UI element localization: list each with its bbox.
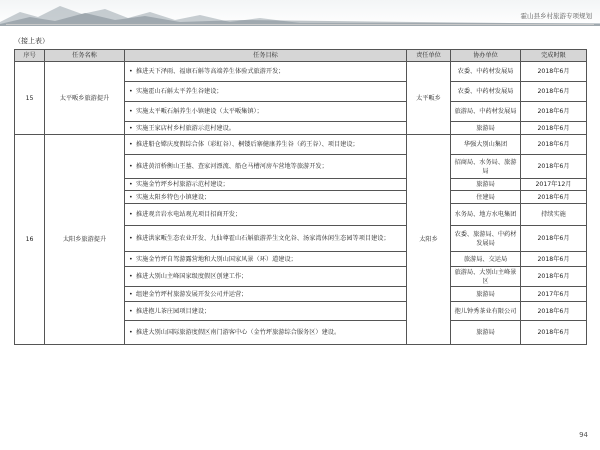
bullet-icon: • [129,108,133,115]
assisting-unit: 招商局、水务局、旅游局 [451,155,521,179]
deadline: 2017年12月 [521,179,587,191]
task-goal [125,102,407,122]
continued-label: （接上表） [14,37,49,45]
deadline: 2018年6月 [521,122,587,135]
task-goal [125,226,407,252]
task-goal [125,122,407,135]
deadline: 2018年6月 [521,267,587,287]
task-goal [125,287,407,302]
task-goal-text: 推进抱儿茶庄园项目建设； [136,307,211,315]
task-goal-text: 推进观音岩水电站观光项目招商开发； [136,211,242,218]
task-goal [125,204,407,226]
task-goal-text: 实施太平畈石斛养生小镇建设（太平畈集镇）； [136,108,263,115]
deadline: 2018年6月 [521,226,587,252]
deadline: 2018年6月 [521,155,587,179]
task-goal-text: 实施太阳乡特色小镇建设； [136,193,211,201]
page-number: 94 [579,431,588,439]
task-goal [125,321,407,345]
task-goal-text: 实施王家店村乡村旅游示范村建设。 [136,124,235,132]
bullet-icon: • [129,163,133,170]
assisting-unit: 旅游局、大别山主峰景区 [451,267,521,287]
bullet-icon: • [129,124,133,132]
column-header: 序号 [15,50,45,62]
task-goal-text: 实施霍山石斛太平养生谷建设； [136,88,223,95]
task-goal-text: 实施金竹坪自驾游露营地和大别山国家风景（环）道建设； [136,255,297,263]
task-goal-text: 推进船仓嫦庆度假综合体（彩虹谷）、桐镂后寨健康养生谷（药王谷）、项目建设； [136,141,359,148]
responsible-unit: 太平畈乡 [407,62,451,135]
task-goal-text: 组建金竹坪村旅游发展开发公司并运营； [136,290,248,298]
table-row [15,135,587,155]
bullet-icon: • [129,211,133,218]
task-number: 15 [15,62,45,135]
task-goal [125,155,407,179]
task-goal-text: 推进大别山主峰国家级度假区创建工作； [136,273,248,280]
deadline: 2018年6月 [521,102,587,122]
bullet-icon: • [129,88,133,95]
bullet-icon: • [129,329,133,336]
deadline: 2018年6月 [521,302,587,321]
bullet-icon: • [129,181,133,188]
task-goal [125,191,407,204]
deadline: 2018年6月 [521,321,587,345]
column-header: 任务名称 [45,50,125,62]
bullet-icon: • [129,273,133,280]
deadline: 2018年6月 [521,135,587,155]
header-title: 霍山县乡村旅游专项规划 [520,12,592,20]
bullet-icon: • [129,68,133,75]
column-header: 协办单位 [451,50,521,62]
task-name: 太阳乡旅游提升 [45,135,125,345]
deadline: 2017年6月 [521,287,587,302]
header-banner [0,0,600,26]
task-goal-text: 推进天下泽雨、福康石斛等高端养生体验式旅游开发； [136,68,285,75]
bullet-icon: • [129,141,133,148]
assisting-unit: 农委、旅游局、中药材发展局 [451,226,521,252]
task-goal-text: 推进大别山国际旅游度假区南门游客中心（金竹坪旅游综合服务区）建设。 [136,329,341,336]
task-name: 太平畈乡旅游提升 [45,62,125,135]
task-goal [125,267,407,287]
assisting-unit: 农委、中药材发展局 [451,82,521,102]
assisting-unit: 抱儿钟秀茶业有限公司 [451,302,521,321]
task-goal [125,302,407,321]
task-goal-text: 推进黄沼桥衡山王墓、查家河漂流、船仓马槽河房车营地等旅游开发； [136,163,328,170]
assisting-unit: 旅游局 [451,287,521,302]
table-row [15,62,587,82]
assisting-unit: 旅游局 [451,321,521,345]
task-goal-text: 推进洪家畈生态农业开发、九仙尊霍山石斛旅游养生文化谷、汤家湾休闲生态园等项目建设； [136,235,390,242]
assisting-unit: 水务局、地方水电集团 [451,204,521,226]
table-header-row [15,50,587,62]
column-header: 任务目标 [125,50,407,62]
assisting-unit: 旅游局、交运局 [451,252,521,267]
assisting-unit: 旅游局 [451,122,521,135]
assisting-unit: 旅游局、中药材发展局 [451,102,521,122]
assisting-unit: 住建局 [451,191,521,204]
task-goal [125,179,407,191]
column-header: 责任单位 [407,50,451,62]
bullet-icon: • [129,255,133,263]
bullet-icon: • [129,193,133,201]
deadline: 2018年6月 [521,62,587,82]
task-goal [125,135,407,155]
deadline: 持续实施 [521,204,587,226]
task-goal [125,62,407,82]
assisting-unit: 农委、中药材发展局 [451,62,521,82]
bullet-icon: • [129,290,133,298]
mountain-landscape-icon [0,0,600,26]
deadline: 2018年6月 [521,82,587,102]
header-divider [6,24,594,25]
task-table [14,49,587,345]
deadline: 2018年6月 [521,252,587,267]
task-goal [125,82,407,102]
deadline: 2018年6月 [521,191,587,204]
task-goal [125,252,407,267]
bullet-icon: • [129,235,133,242]
assisting-unit: 旅游局 [451,179,521,191]
task-goal-text: 实施金竹坪乡村旅游示范村建设； [136,181,229,188]
table-body [15,62,587,345]
bullet-icon: • [129,307,133,315]
assisting-unit: 华强大别山集团 [451,135,521,155]
task-number: 16 [15,135,45,345]
responsible-unit: 太阳乡 [407,135,451,345]
column-header: 完成时限 [521,50,587,62]
